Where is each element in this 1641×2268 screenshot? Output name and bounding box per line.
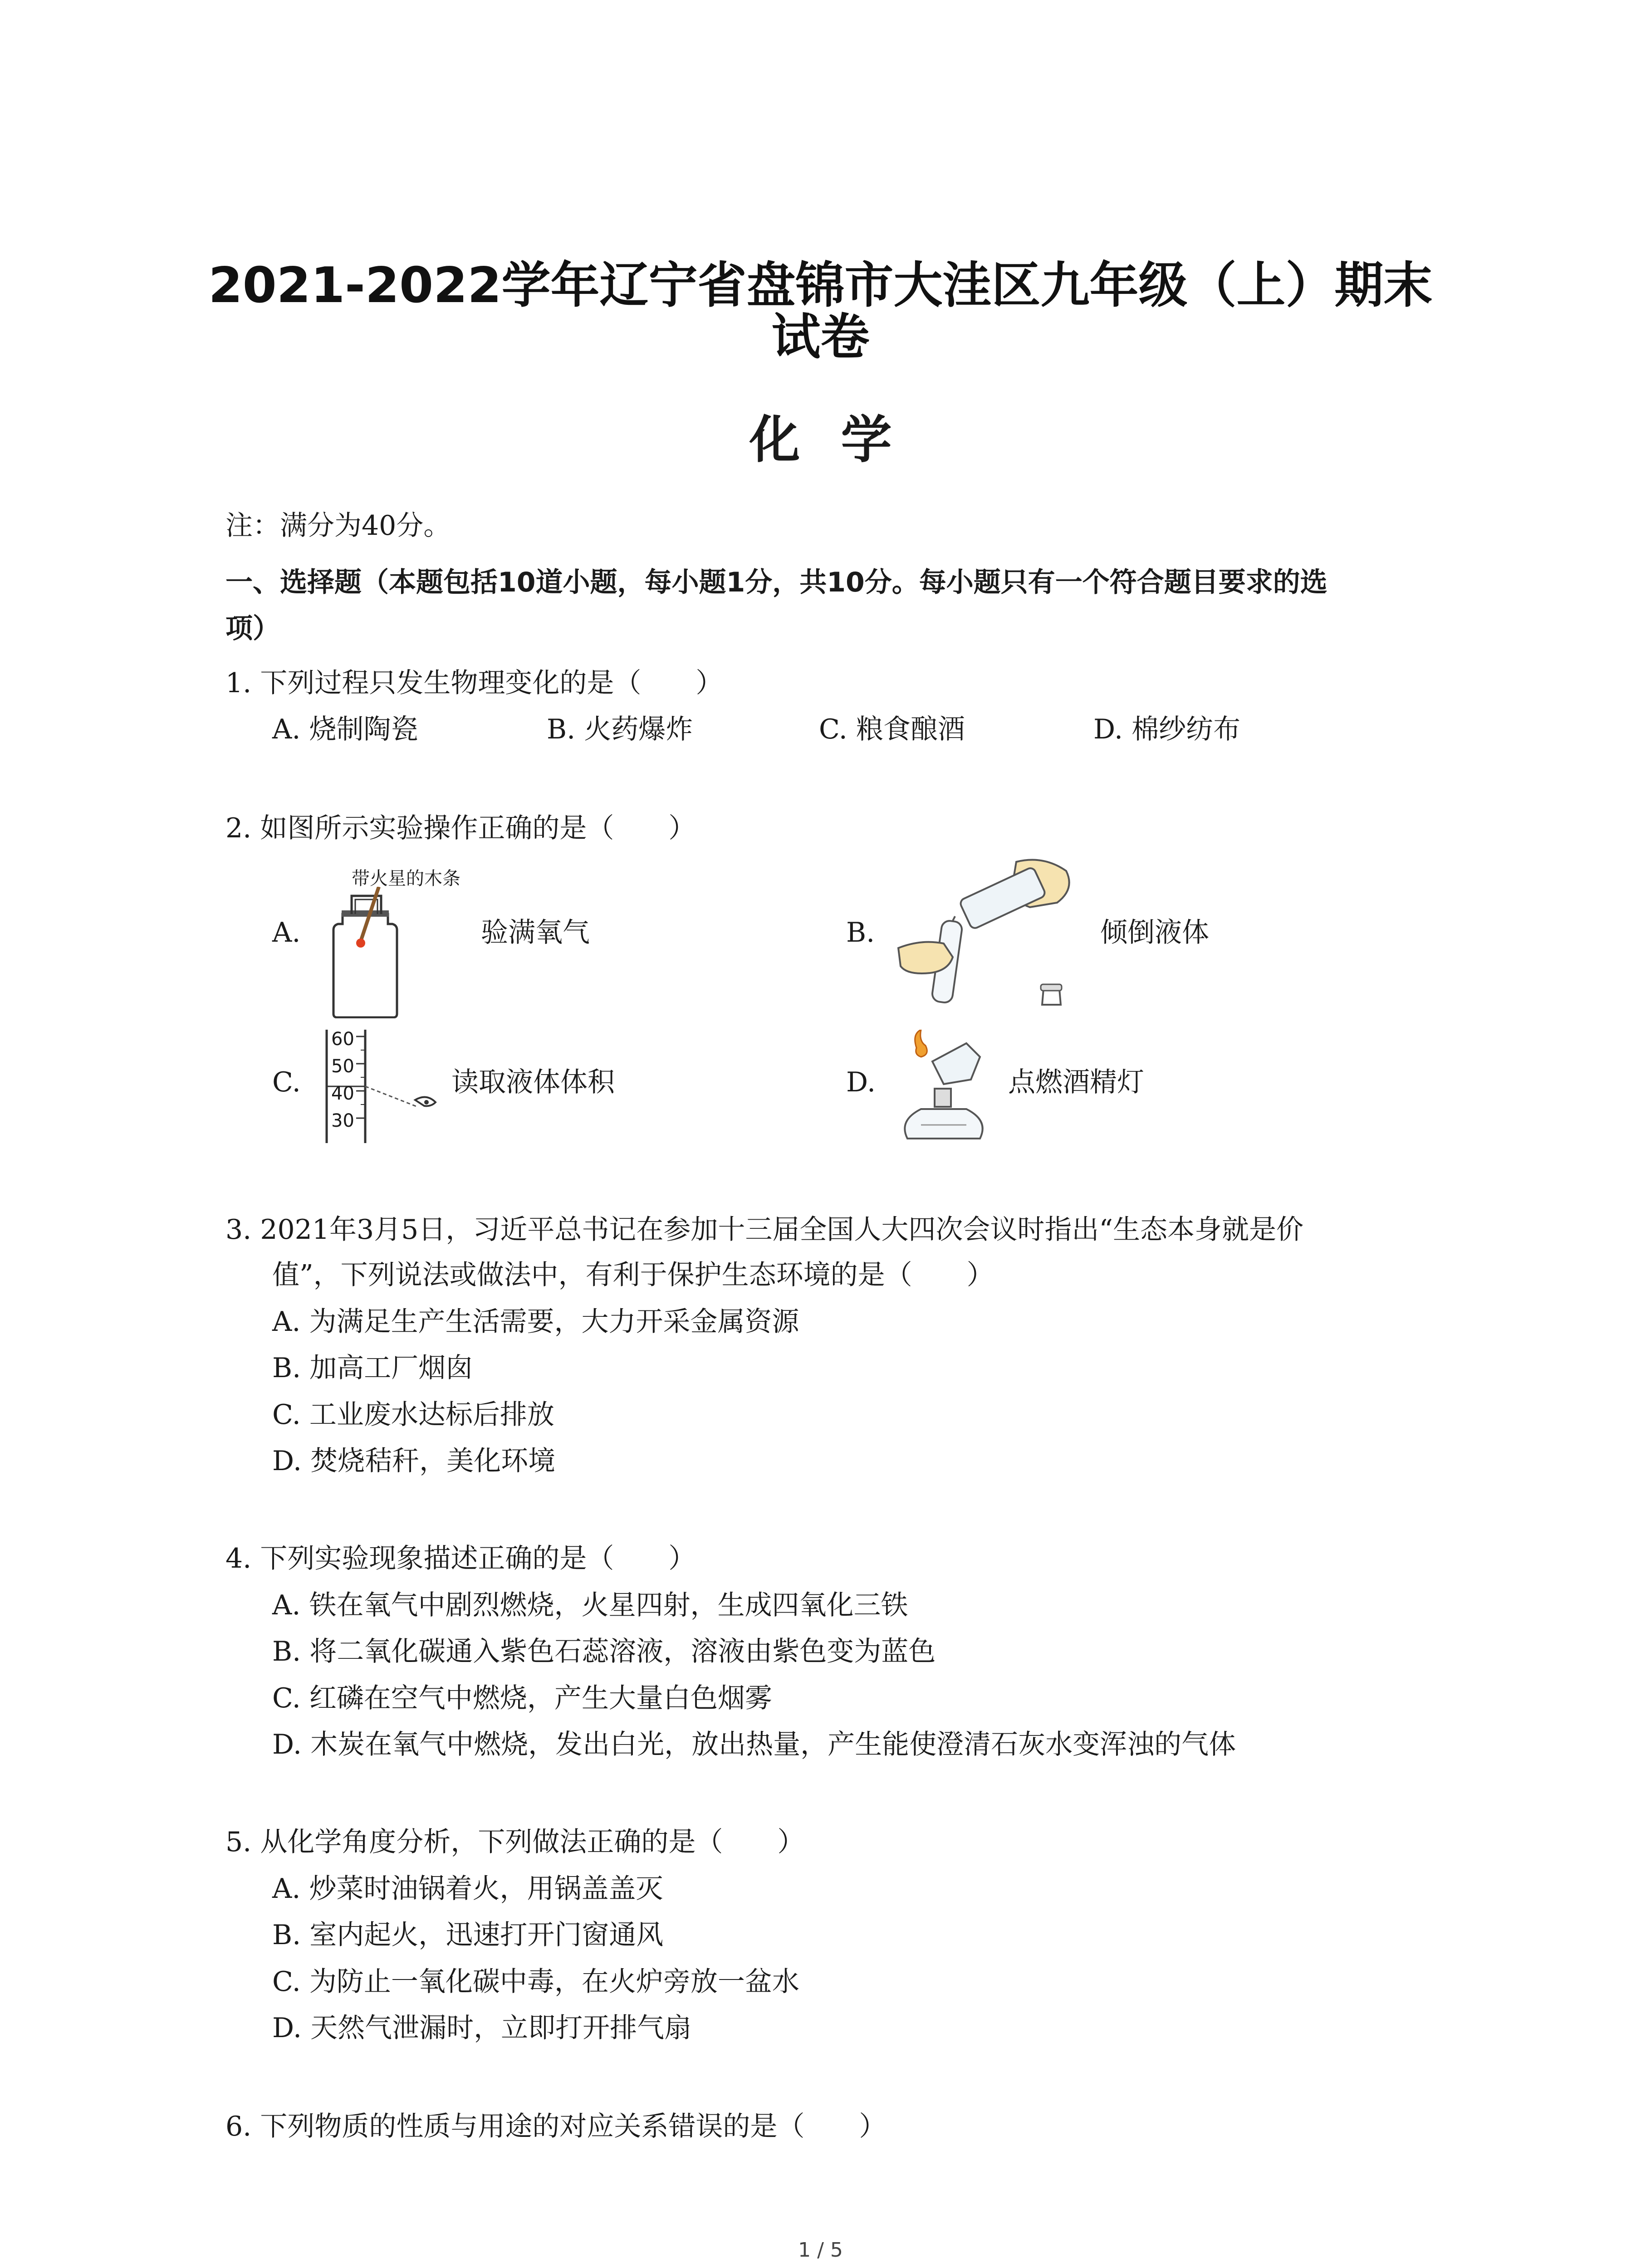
question-2-option-a-letter: A. xyxy=(272,917,301,948)
oxygen-bottle-figure xyxy=(324,887,406,1018)
subject-title: 化学 xyxy=(749,411,933,469)
question-2-option-a-text: 验满氧气 xyxy=(481,917,590,948)
question-1-stem: 1. 下列过程只发生物理变化的是（ ） xyxy=(225,667,723,699)
question-5-stem: 5. 从化学角度分析，下列做法正确的是（ ） xyxy=(225,1826,805,1858)
question-5-option-d: D. 天然气泄漏时，立即打开排气扇 xyxy=(272,2012,692,2044)
question-1-option-a: A. 烧制陶瓷 xyxy=(272,714,418,745)
question-2-option-b-letter: B. xyxy=(846,917,875,948)
question-2-option-d-text: 点燃酒精灯 xyxy=(1008,1066,1144,1098)
question-1-option-c: C. 粮食酿酒 xyxy=(819,714,965,745)
question-4-option-c: C. 红磷在空气中燃烧，产生大量白色烟雾 xyxy=(272,1682,772,1714)
question-2-stem: 2. 如图所示实验操作正确的是（ ） xyxy=(225,812,696,844)
question-3-stem-line2: 值”，下列说法或做法中，有利于保护生态环境的是（ ） xyxy=(272,1259,994,1291)
question-4-option-b: B. 将二氧化碳通入紫色石蕊溶液，溶液由紫色变为蓝色 xyxy=(272,1636,936,1667)
question-5-option-c: C. 为防止一氧化碳中毒，在火炉旁放一盆水 xyxy=(272,1966,799,1998)
question-2-option-b-text: 倾倒液体 xyxy=(1100,917,1209,948)
section-heading-line2: 项） xyxy=(225,613,280,645)
figure-a-caption: 带火星的木条 xyxy=(352,868,460,889)
cylinder-tick-50: 50 xyxy=(331,1056,354,1077)
question-3-option-a: A. 为满足生产生活需要，大力开采金属资源 xyxy=(272,1306,799,1338)
question-3-option-d: D. 焚烧秸秆，美化环境 xyxy=(272,1445,556,1477)
question-6-stem: 6. 下列物质的性质与用途的对应关系错误的是（ ） xyxy=(225,2111,887,2142)
cylinder-tick-60: 60 xyxy=(331,1029,354,1050)
question-2-option-d-letter: D. xyxy=(846,1066,876,1098)
exam-title-line1: 2021-2022学年辽宁省盘锦市大洼区九年级（上）期末 xyxy=(208,257,1433,314)
question-5-option-b: B. 室内起火，迅速打开门窗通风 xyxy=(272,1919,664,1951)
score-note: 注：满分为40分。 xyxy=(225,510,451,542)
question-1-option-b: B. 火药爆炸 xyxy=(547,714,693,745)
question-3-stem-line1: 3. 2021年3月5日，习近平总书记在参加十三届全国人大四次会议时指出“生态本身就是价 xyxy=(225,1214,1304,1246)
question-4-stem: 4. 下列实验现象描述正确的是（ ） xyxy=(225,1543,696,1574)
question-3-option-b: B. 加高工厂烟囱 xyxy=(272,1352,473,1384)
question-2-option-c-letter: C. xyxy=(272,1066,301,1098)
question-4-option-d: D. 木炭在氧气中燃烧，发出白光，放出热量，产生能使澄清石灰水变浑浊的气体 xyxy=(272,1729,1236,1760)
cylinder-tick-40: 40 xyxy=(331,1083,354,1104)
question-5-option-a: A. 炒菜时油锅着火，用锅盖盖灭 xyxy=(272,1873,663,1905)
page-number: 1 / 5 xyxy=(798,2239,843,2262)
question-1-option-d: D. 棉纱纺布 xyxy=(1093,714,1241,745)
question-4-option-a: A. 铁在氧气中剧烈燃烧，火星四射，生成四氧化三铁 xyxy=(272,1589,908,1621)
pouring-liquid-figure xyxy=(894,853,1084,1021)
question-2-option-c-text: 读取液体体积 xyxy=(451,1066,615,1098)
section-heading-line1: 一、选择题（本题包括10道小题，每小题1分，共10分。每小题只有一个符合题目要求的选 xyxy=(225,567,1327,598)
exam-title-line2: 试卷 xyxy=(771,309,870,366)
question-3-option-c: C. 工业废水达标后排放 xyxy=(272,1399,554,1431)
cylinder-tick-30: 30 xyxy=(331,1110,354,1131)
alcohol-lamp-figure xyxy=(889,1030,994,1148)
